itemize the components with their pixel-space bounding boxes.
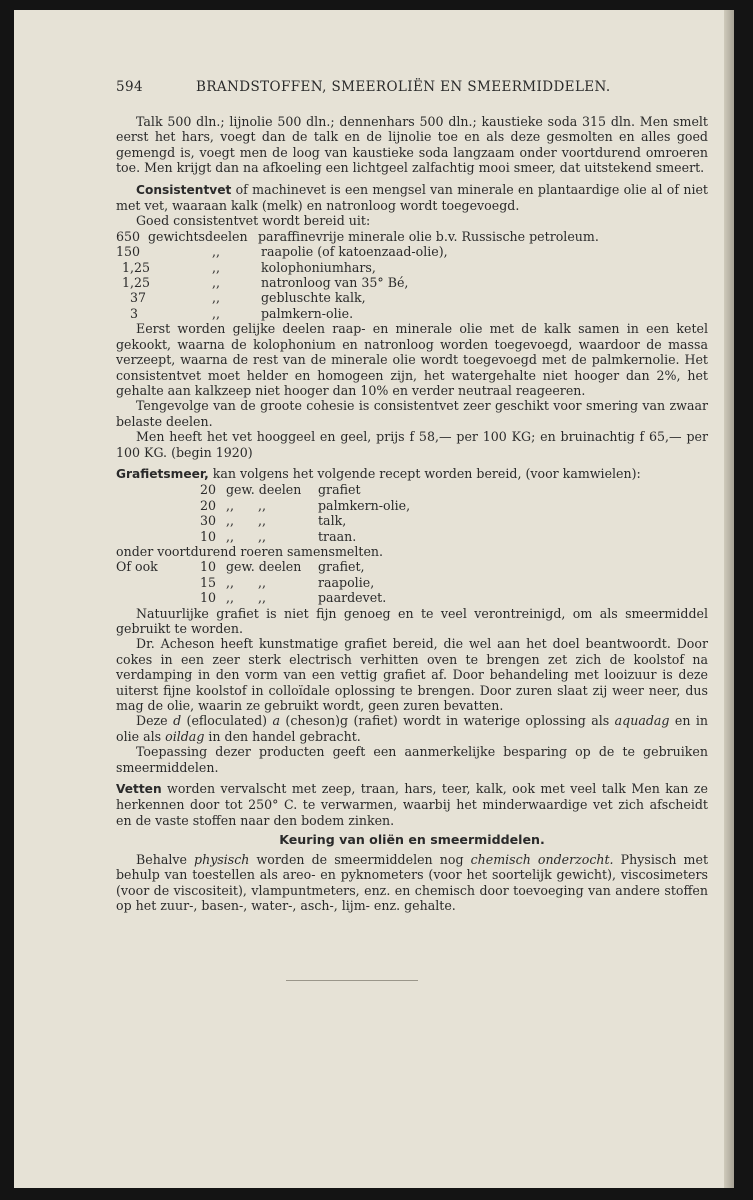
term-grafietsmeer: Grafietsmeer, — [116, 466, 209, 481]
paragraph-method: Eerst worden gelijke deelen raap- en minerale olie met de kalk samen in een ketel gekookt, waarna de kolophonium en natronloog worden toegevoegd, waardoor de massa verzeept, waarna de rest van de minerale olie wordt toegevoegd met de palmkernolie. Het consistentvet moet helder en homogeen zijn, het watergehalte niet hooger dan 2%, het gehalte aan kalkzeep niet hooger dan 10% en verder neutraal reageeren. — [116, 321, 708, 398]
paragraph-deflocculated: Deze d (efloculated) a (cheson)g (rafiet) wordt in waterige oplossing als aquadag en in olie als oildag in den handel gebracht. — [116, 713, 708, 744]
of-ook-label: Of ook — [116, 559, 158, 575]
paragraph-vetten — [116, 781, 708, 828]
paragraph-keuring: Behalve physisch worden de smeermiddelen nog chemisch onderzocht. Physisch met behulp van toestellen als areo- en pyknometers (voor het soortelijk gewicht), viscosimeters (voor de viscositeit), vlampuntmeters, enz. en chemisch door toevoeging van andere stoffen op het zuur-, basen-, water-, asch-, lijm- enz. gehalte. — [116, 851, 709, 913]
recipe-row: 1,25 ,, natronloog van 35° Bé, — [122, 275, 409, 291]
running-title: BRANDSTOFFEN, SMEEROLIËN EN SMEERMIDDELEN. — [196, 79, 611, 95]
recipe-row: 30 ,, ,, talk, — [200, 513, 347, 529]
recipe-row: 3 ,, palmkern-olie. — [130, 305, 354, 321]
paragraph-price: Men heeft het vet hooggeel en geel, prijs f 58,— per 100 KG; en bruinachtig f 65,— per 100 KG. (begin 1920) — [116, 429, 708, 460]
paragraph-talk-recipe: Talk 500 dln.; lijnolie 500 dln.; dennenhars 500 dln.; kaustieke soda 315 dln. Men smelt eerst het hars, voegt dan de talk en de lijnolie toe en als deze gesmolten en alles goed gemengd is, voegt men de loog van kaustieke soda langzaam onder voortdurend omroeren toe. Men krijgt dan na afkoeling een lichtgeel zalfachtig mooi smeer, dat uitstekend smeert. — [116, 114, 708, 176]
text-body — [116, 114, 708, 913]
grafietsmeer-definition: kan volgens het volgende recept worden bereid, (voor kamwielen): — [208, 465, 641, 481]
book-page — [14, 10, 734, 1188]
section-end-rule — [286, 980, 418, 981]
recipe-intro: Goed consistentvet wordt bereid uit: — [136, 213, 371, 229]
recipe-table-grafiet-2 — [116, 559, 708, 605]
recipe-row: 15 ,, ,, raapolie, — [200, 574, 375, 590]
paragraph-natural-graphite: Natuurlijke grafiet is niet fijn genoeg en te veel verontreinigd, om als smeermiddel gebruikt te worden. — [116, 605, 708, 636]
paragraph-toepassing: Toepassing dezer producten geeft een aanmerkelijke besparing op de te gebruiken smeermiddelen. — [116, 744, 708, 775]
term-vetten: Vetten — [116, 782, 162, 797]
paragraph-consistentvet — [116, 182, 708, 214]
section-heading-keuring: Keuring van oliën en smeermiddelen. — [279, 832, 545, 848]
paragraph-melt: onder voortdurend roeren samensmelten. — [116, 543, 384, 559]
recipe-row: 650 gewichtsdeelen paraffinevrije minerale olie b.v. Russische petroleum. — [116, 228, 599, 244]
consistentvet-definition: of machinevet is een mengsel van minerale en plantaardige olie al of niet met vet, waaraan kalk (melk) en natronloog wordt toegevoegd. — [116, 181, 708, 214]
recipe-row: 20 ,, ,, palmkern-olie, — [200, 497, 411, 513]
recipe-row: 1,25 ,, kolophoniumhars, — [122, 259, 376, 275]
recipe-table-grafiet-1 — [116, 482, 708, 544]
term-consistentvet: Consistentvet — [136, 182, 232, 197]
recipe-row: 10 ,, ,, paardevet. — [200, 590, 387, 606]
recipe-row: 20 gew. deelen grafiet — [200, 482, 361, 498]
recipe-row: 10 gew. deelen grafiet, — [200, 559, 365, 575]
vetten-definition: worden vervalscht met zeep, traan, hars, teer, kalk, ook met veel talk Men kan ze herkennen door tot 250° C. te verwarmen, waarbij het minderwaardige vet zich afscheidt en de vaste stoffen naar den bodem zinken. — [116, 781, 708, 828]
recipe-row: 37 ,, gebluschte kalk, — [130, 290, 366, 306]
paragraph-grafietsmeer — [116, 466, 708, 482]
paragraph-acheson: Dr. Acheson heeft kunstmatige grafiet bereid, die wel aan het doel beantwoordt. Door cokes in een zeer sterk electrisch verhitten oven te brengen zet zich de koolstof na verdamping in den vorm van een vettig grafiet af. Door behandeling met looizuur is deze uiterst fijne koolstof in colloïdale oplossing te brengen. Door zuren slaat zij weer neer, dus mag de olie, waarin ze gebruikt wordt, geen zuren bevatten. — [116, 636, 708, 714]
page-spine — [724, 10, 734, 1188]
recipe-row: 150 ,, raapolie (of katoenzaad-olie), — [116, 244, 448, 260]
paragraph-cohesion: Tengevolge van de groote cohesie is consistentvet zeer geschikt voor smering van zwaar belaste deelen. — [116, 398, 708, 429]
page-number: 594 — [116, 79, 143, 95]
recipe-table-consistentvet — [116, 229, 708, 321]
recipe-row: 10 ,, ,, traan. — [200, 528, 357, 544]
